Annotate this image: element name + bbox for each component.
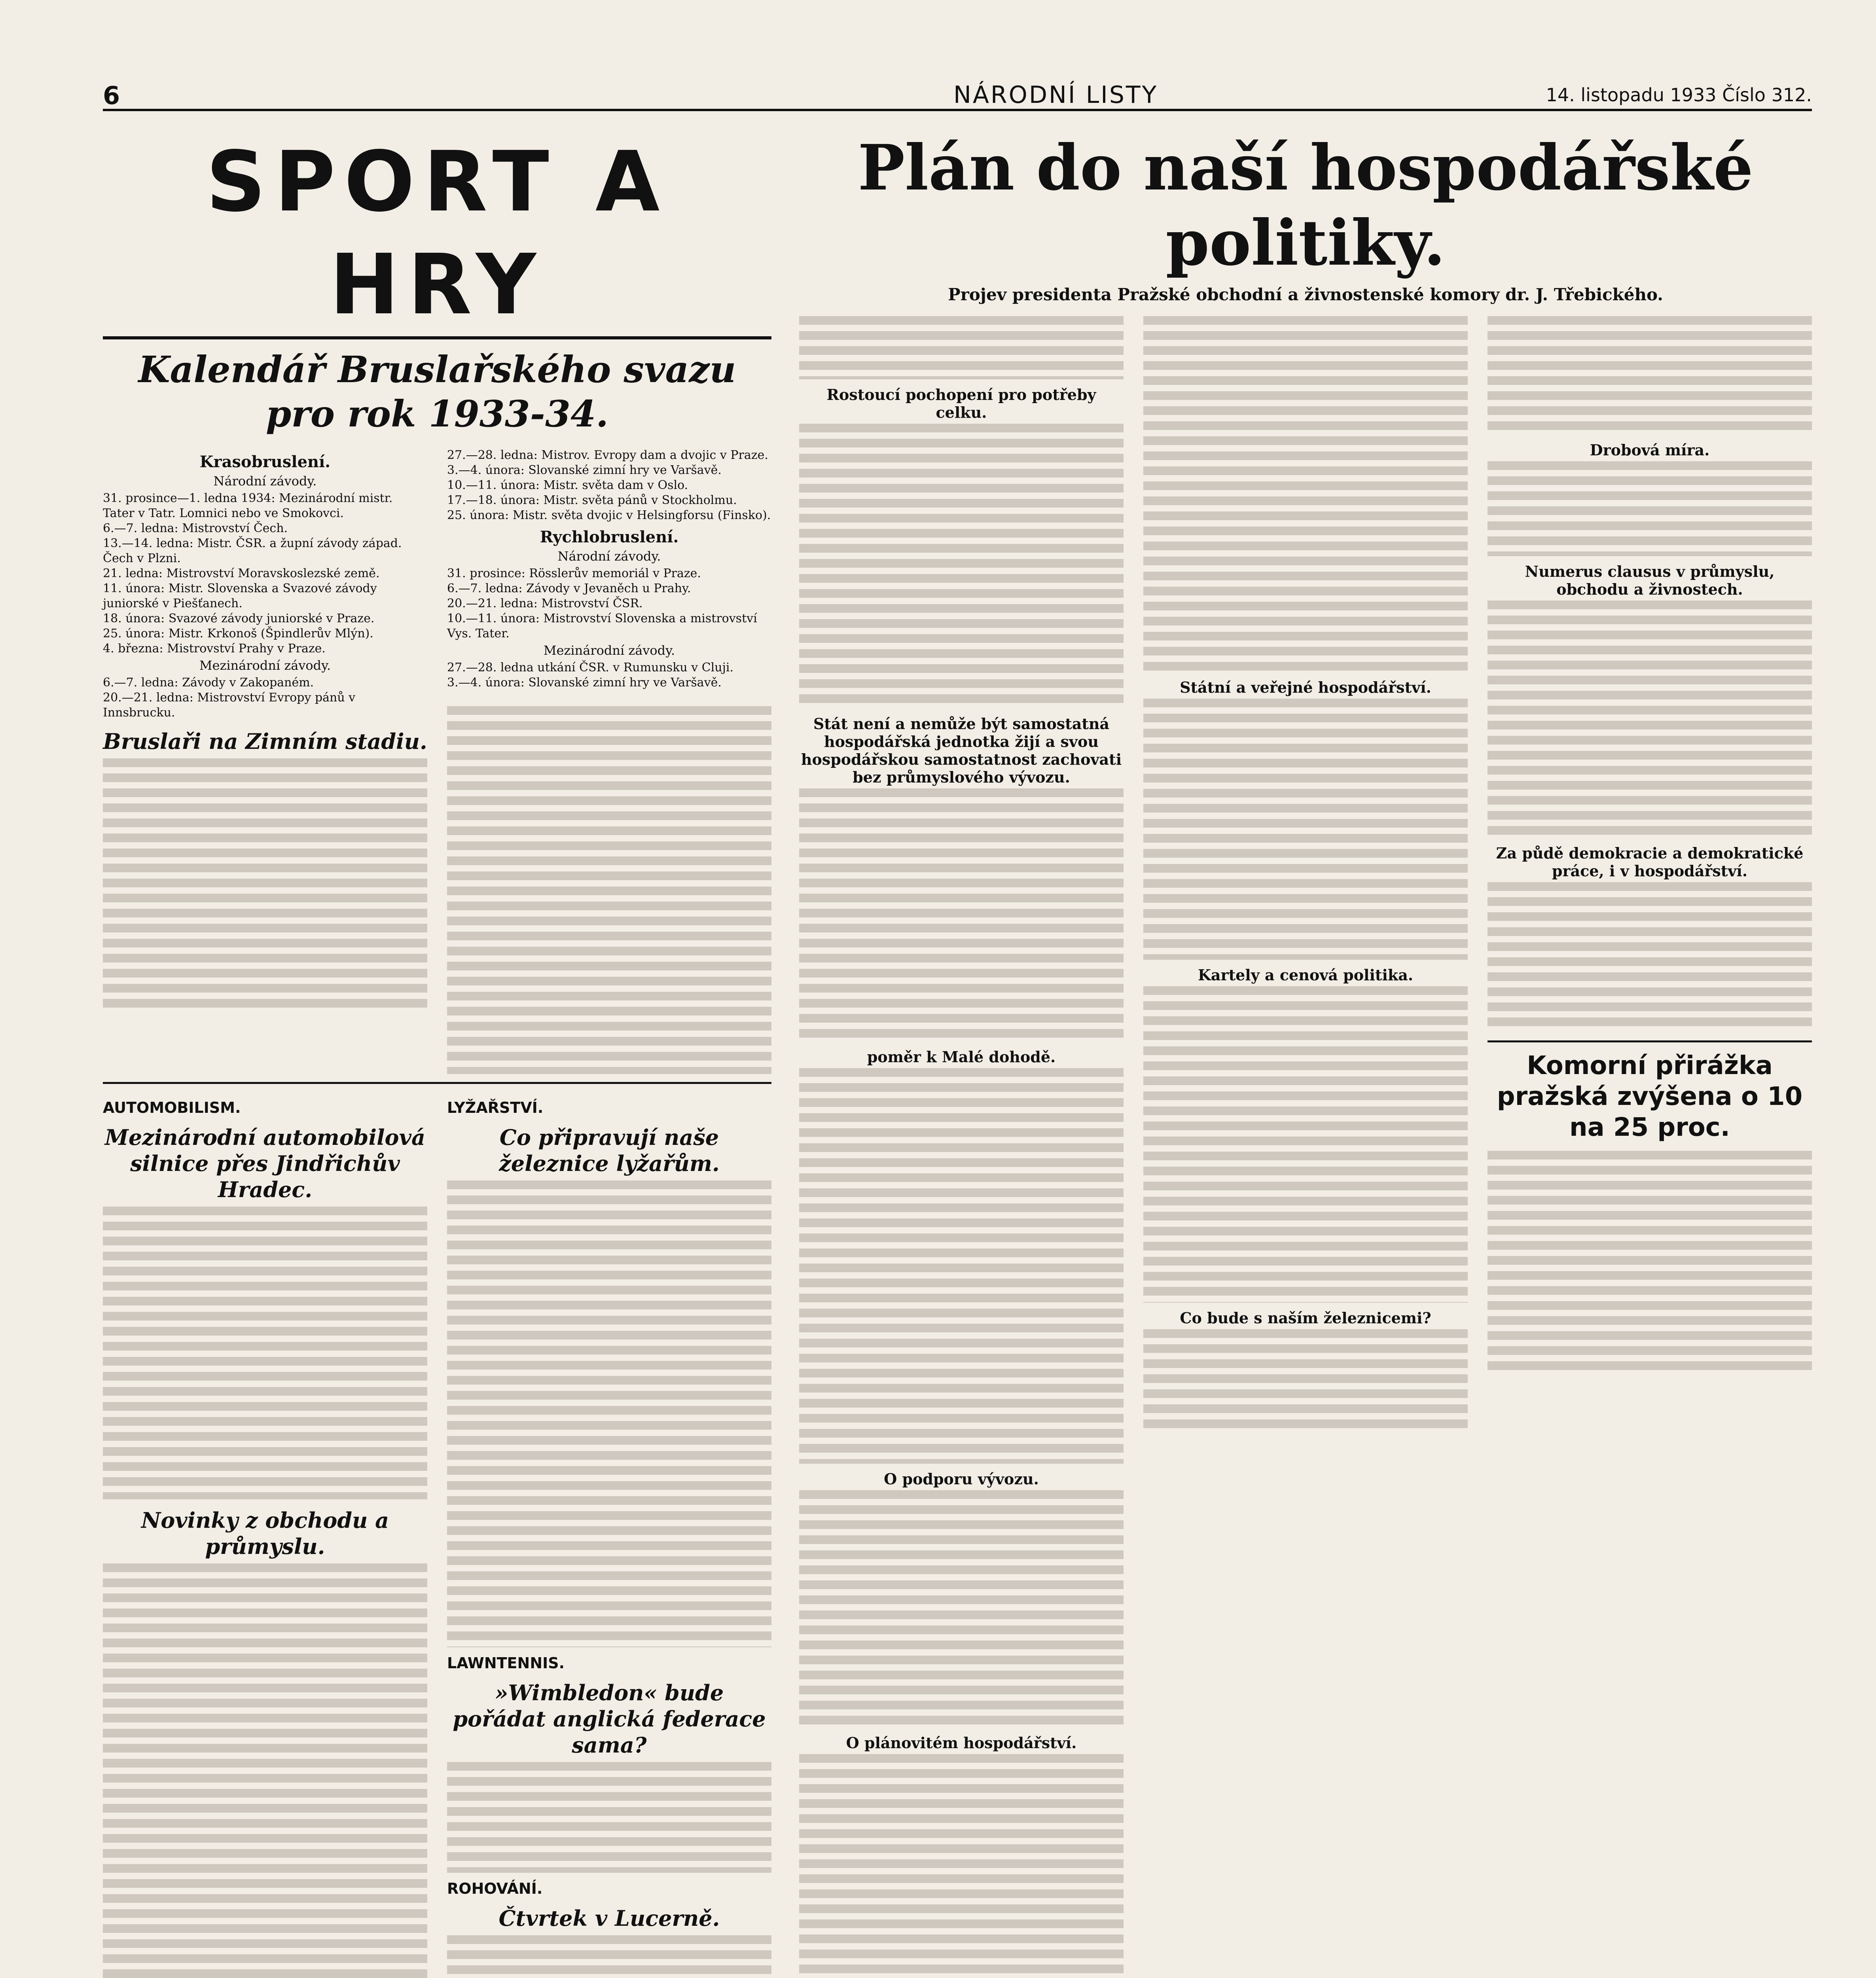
mezinarodni-zavody-heading: Mezinárodní závody.: [543, 643, 675, 658]
calendar-columns: [103, 448, 771, 1074]
rych-line: 20.—21. ledna: Mistrovství ČSR.: [447, 597, 643, 610]
rohovani-heading: ROHOVÁNÍ.: [447, 1880, 543, 1897]
article-text-block: [1488, 1151, 1812, 1372]
brusleni-title: Bruslaři na Zimním stadiu.: [103, 729, 427, 754]
kras-line: 31. prosince—1. ledna 1934: Mezinárodní mistr. Tater v Tatr. Lomnici nebo ve Smokovci.: [103, 491, 393, 520]
section-heading: O plánovitém hospodářství.: [846, 1734, 1077, 1752]
plan-title: Plán do naší hospodářské politiky.: [858, 131, 1753, 280]
narodni-zavody-heading: Národní závody.: [213, 474, 317, 489]
article-text-block: [799, 788, 1124, 1042]
plan-col-2: [1143, 316, 1468, 1978]
section-heading: poměr k Malé dohodě.: [867, 1048, 1056, 1066]
article-text-block: [1143, 986, 1468, 1303]
sport-articles: [103, 1092, 771, 1978]
sport-section: [103, 115, 771, 1978]
lawntennis-heading: LAWNTENNIS.: [447, 1654, 565, 1672]
sport-articles-right: [447, 1092, 771, 1978]
article-text-block: [447, 1762, 771, 1873]
mez-line: 20.—21. ledna: Mistrovství Evropy pánů v Innsbrucku.: [103, 691, 356, 720]
col2-line: 3.—4. února: Slovanské zimní hry ve Varšavě.: [447, 463, 722, 477]
divider: [1488, 1040, 1812, 1042]
article-text-block: [447, 1180, 771, 1647]
col2-line: 27.—28. ledna: Mistrov. Evropy dam a dvojic v Praze.: [447, 448, 768, 462]
article-text-block: [1143, 1329, 1468, 1432]
article-text-block: [799, 1068, 1124, 1464]
section-heading: Za půdě demokracie a demokratické práce, i v hospodářství.: [1496, 844, 1804, 880]
komorni-title: Komorní přirážka pražská zvýšena o 10 na 25 proc.: [1497, 1051, 1803, 1142]
rych-line: 10.—11. února: Mistrovství Slovenska a mistrovství Vys. Tater.: [447, 612, 757, 640]
article-text-block: [799, 1490, 1124, 1728]
kras-line: 18. února: Svazové závody juniorské v Praze.: [103, 612, 375, 625]
mezinarodni-zavody-heading: Mezinárodní závody.: [199, 658, 331, 673]
kras-line: 6.—7. ledna: Mistrovství Čech.: [103, 521, 288, 535]
rych-line: 31. prosince: Rösslerův memoriál v Praze.: [447, 566, 701, 580]
page-number: 6: [103, 81, 120, 110]
article-text-block: [103, 1207, 427, 1499]
article-text-block: [799, 424, 1124, 709]
plan-subtitle: Projev presidenta Pražské obchodní a živnostenské komory dr. J. Třebického.: [948, 285, 1663, 304]
auto-title: Mezinárodní automobilová silnice přes Jindřichův Hradec.: [105, 1125, 425, 1202]
article-text-block: [799, 316, 1124, 379]
article-text-block: [1488, 461, 1812, 556]
sport-section-title: SPORT A HRY: [103, 131, 771, 339]
article-text-block: [103, 1563, 427, 1978]
section-heading: Drobová míra.: [1590, 441, 1710, 459]
rych-mez-line: 3.—4. února: Slovanské zimní hry ve Varšavě.: [447, 676, 722, 690]
article-text-block: [103, 758, 427, 1012]
article-text-block: [1488, 882, 1812, 1033]
col2-line: 10.—11. února: Mistr. světa dam v Oslo.: [447, 478, 688, 492]
article-text-block: [1143, 699, 1468, 960]
kras-line: 4. března: Mistrovství Prahy v Praze.: [103, 642, 326, 656]
plan-columns: [799, 316, 1812, 1978]
article-text-block: [447, 1935, 771, 1978]
divider: [103, 1082, 771, 1084]
lyzarstvi-heading: LYŽAŘSTVÍ.: [447, 1099, 544, 1116]
kras-line: 25. února: Mistr. Krkonoš (Špindlerův Mlýn).: [103, 627, 373, 640]
calendar-col-left: [103, 448, 427, 1074]
rohovani-title: Čtvrtek v Lucerně.: [498, 1906, 720, 1931]
automobilism-heading: AUTOMOBILISM.: [103, 1099, 241, 1116]
mez-line: 6.—7. ledna: Závody v Zakopaném.: [103, 676, 314, 690]
plan-section: [799, 115, 1812, 1978]
article-text-block: [1488, 601, 1812, 838]
article-text-block: [1143, 316, 1468, 672]
lyzarstvi-title: Co připravují naše železnice lyžařům.: [499, 1125, 720, 1176]
masthead: [103, 81, 1812, 111]
issue-date: 14. listopadu 1933 Číslo 312.: [1546, 84, 1812, 106]
article-text-block: [799, 1754, 1124, 1978]
plan-col-3: [1488, 316, 1812, 1978]
section-heading: Co bude s naším železnicemi?: [1180, 1309, 1431, 1327]
rych-line: 6.—7. ledna: Závody v Jevaněch u Prahy.: [447, 582, 691, 595]
novinky-title: Novinky z obchodu a průmyslu.: [141, 1508, 389, 1559]
article-text-block: [1488, 316, 1812, 435]
narodni-zavody-heading: Národní závody.: [557, 549, 661, 564]
section-heading: Rostoucí pochopení pro potřeby celku.: [826, 386, 1096, 421]
lawntennis-title: »Wimbledon« bude pořádat anglická federace sama?: [453, 1680, 766, 1758]
rych-mez-line: 27.—28. ledna utkání ČSR. v Rumunsku v Cluji.: [447, 661, 734, 674]
section-heading: O podporu vývozu.: [884, 1470, 1039, 1488]
section-heading: Kartely a cenová politika.: [1198, 966, 1414, 984]
plan-col-1: [799, 316, 1124, 1978]
kras-line: 21. ledna: Mistrovství Moravskoslezské země.: [103, 566, 380, 580]
sport-articles-left: [103, 1092, 427, 1978]
article-text-block: [447, 706, 771, 1074]
calendar-col-right: [447, 448, 771, 1074]
paper-name: NÁRODNÍ LISTY: [953, 81, 1158, 109]
kras-line: 13.—14. ledna: Mistr. ČSR. a župní závody západ. Čech v Plzni.: [103, 536, 402, 565]
rychlobrusleni-heading: Rychlobruslení.: [540, 528, 679, 546]
calendar-title: Kalendář Bruslařského svazu pro rok 1933-34.: [138, 348, 736, 435]
krasobrusleni-heading: Krasobruslení.: [199, 453, 331, 471]
col2-line: 17.—18. února: Mistr. světa pánů v Stockholmu.: [447, 493, 737, 507]
section-heading: Stát není a nemůže být samostatná hospodářská jednotka žijí a svou hospodářskou samostatnost zachovati bez průmyslového vývozu.: [801, 715, 1122, 786]
col2-line: 25. února: Mistr. světa dvojic v Helsingforsu (Finsko).: [447, 508, 771, 522]
section-heading: Státní a veřejné hospodářství.: [1180, 678, 1431, 696]
kras-line: 11. února: Mistr. Slovenska a Svazové závody juniorské v Piešťanech.: [103, 582, 377, 610]
section-heading: Numerus clausus v průmyslu, obchodu a živnostech.: [1525, 563, 1775, 598]
